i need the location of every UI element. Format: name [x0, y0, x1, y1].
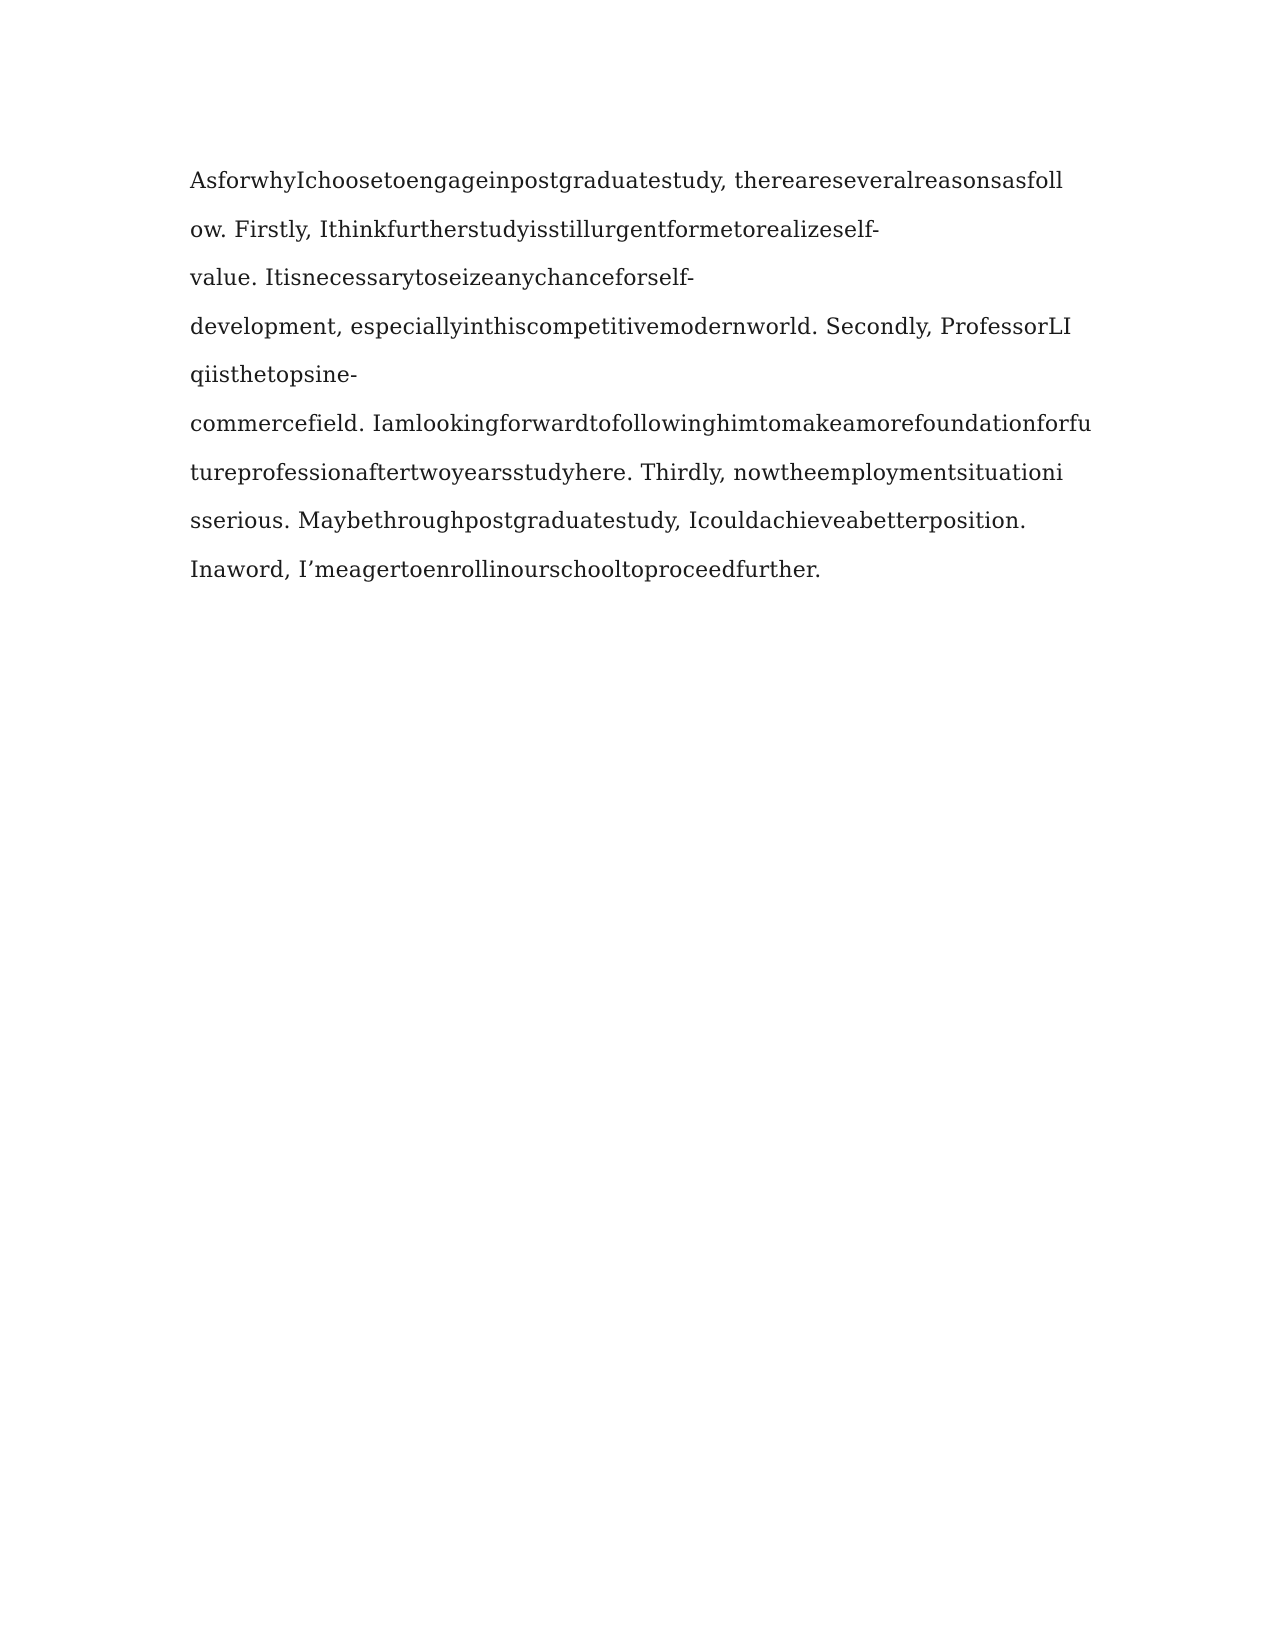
paragraph-line: sserious. Maybethroughpostgraduatestudy, Icouldachieveabetterposition. — [190, 509, 1027, 535]
paragraph-line: Inaword, I’meagertoenrollinourschooltoproceedfurther. — [190, 557, 822, 583]
paragraph-line: development, especiallyinthiscompetitivemodernworld. Secondly, ProfessorLI — [190, 314, 1072, 340]
body-paragraph — [190, 158, 1090, 595]
paragraph-line: qiisthetopsine- — [190, 363, 358, 389]
paragraph-line: value. Itisnecessarytoseizeanychanceforself- — [190, 266, 695, 292]
paragraph-line: tureprofessionaftertwoyearsstudyhere. Thirdly, nowtheemploymentsituationi — [190, 460, 1064, 486]
paragraph-line: ow. Firstly, Ithinkfurtherstudyisstillurgentformetorealizeself- — [190, 217, 880, 243]
paragraph-line: commercefield. Iamlookingforwardtofollowinghimtomakeamorefoundationforfu — [190, 411, 1092, 437]
paragraph-line: AsforwhyIchoosetoengageinpostgraduatestudy, thereareseveralreasonsasfoll — [190, 169, 1064, 194]
